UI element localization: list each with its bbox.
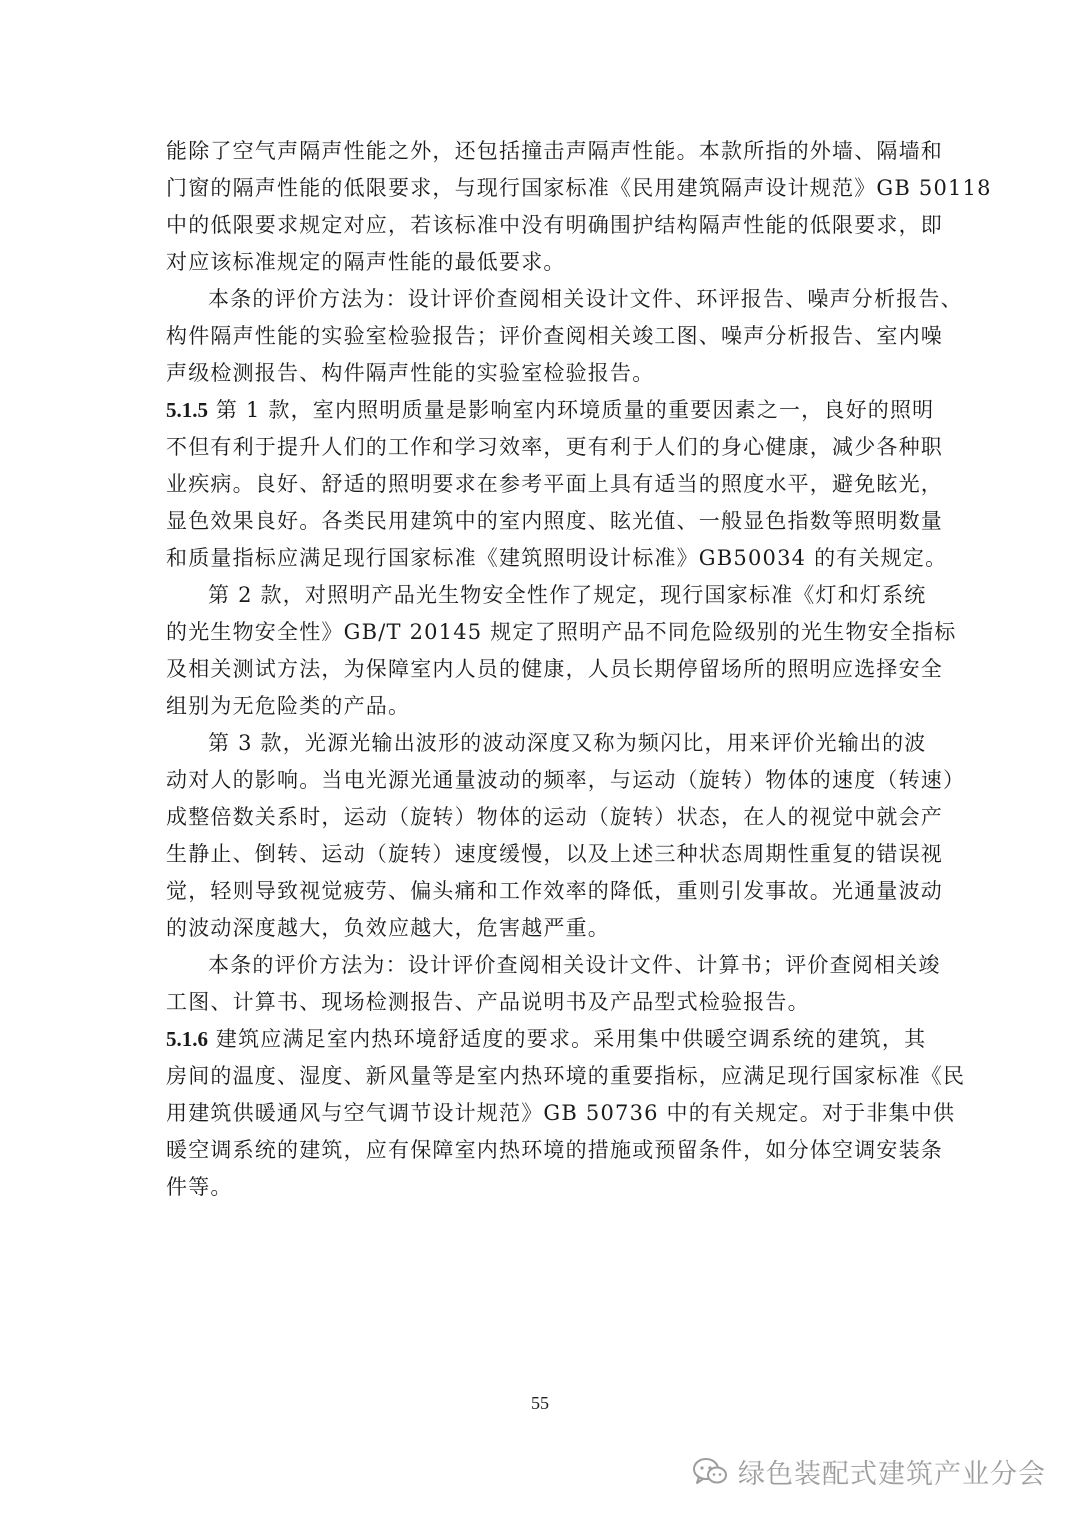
- text-line: 本条的评价方法为：设计评价查阅相关设计文件、环评报告、噪声分析报告、: [208, 287, 963, 311]
- text-line: 显色效果良好。各类民用建筑中的室内照度、眩光值、一般显色指数等照明数量: [166, 509, 943, 533]
- text-line: 房间的温度、湿度、新风量等是室内热环境的重要指标，应满足现行国家标准《民: [166, 1064, 966, 1088]
- text-line: 中的低限要求规定对应，若该标准中没有明确围护结构隔声性能的低限要求，即: [166, 213, 943, 237]
- text-line: 件等。: [166, 1175, 233, 1199]
- text-line: 第 3 款，光源光输出波形的波动深度又称为频闪比，用来评价光输出的波: [208, 731, 927, 755]
- text-line: 觉，轻则导致视觉疲劳、偏头痛和工作效率的降低，重则引发事故。光通量波动: [166, 879, 943, 903]
- text-line: 生静止、倒转、运动（旋转）速度缓慢，以及上述三种状态周期性重复的错误视: [166, 842, 943, 866]
- text-line: 本条的评价方法为：设计评价查阅相关设计文件、计算书；评价查阅相关竣: [208, 953, 941, 977]
- text-line: 组别为无危险类的产品。: [166, 694, 411, 718]
- body-text: [166, 133, 992, 1206]
- clause-line: [166, 392, 935, 429]
- text-line: 和质量指标应满足现行国家标准《建筑照明设计标准》GB50034 的有关规定。: [166, 546, 948, 570]
- text-line: 构件隔声性能的实验室检验报告；评价查阅相关竣工图、噪声分析报告、室内噪: [166, 324, 943, 348]
- text-line: 用建筑供暖通风与空气调节设计规范》GB 50736 中的有关规定。对于非集中供: [166, 1101, 956, 1125]
- clause-number: 5.1.6: [166, 1027, 208, 1051]
- text-line: 成整倍数关系时，运动（旋转）物体的运动（旋转）状态，在人的视觉中就会产: [166, 805, 943, 829]
- text-line: 门窗的隔声性能的低限要求，与现行国家标准《民用建筑隔声设计规范》GB 50118: [166, 176, 992, 200]
- watermark-text: 绿色装配式建筑产业分会: [738, 1459, 1046, 1490]
- watermark: [692, 1452, 1046, 1491]
- text-line: 及相关测试方法，为保障室内人员的健康，人员长期停留场所的照明应选择安全: [166, 657, 943, 681]
- text-line: 对应该标准规定的隔声性能的最低要求。: [166, 250, 566, 274]
- text-line: 不但有利于提升人们的工作和学习效率，更有利于人们的身心健康，减少各种职: [166, 435, 943, 459]
- clause-number: 5.1.5: [166, 398, 208, 422]
- text-line: 第 2 款，对照明产品光生物安全性作了规定，现行国家标准《灯和灯系统: [208, 583, 927, 607]
- wechat-icon: [692, 1456, 728, 1488]
- page-number: 55: [531, 1393, 549, 1413]
- clause-text: 建筑应满足室内热环境舒适度的要求。采用集中供暖空调系统的建筑，其: [208, 1027, 927, 1051]
- text-line: 动对人的影响。当电光源光通量波动的频率，与运动（旋转）物体的速度（转速）: [166, 768, 966, 792]
- text-line: 的光生物安全性》GB/T 20145 规定了照明产品不同危险级别的光生物安全指标: [166, 620, 957, 644]
- text-line: 业疾病。良好、舒适的照明要求在参考平面上具有适当的照度水平，避免眩光，: [166, 472, 943, 496]
- text-line: 暖空调系统的建筑，应有保障室内热环境的措施或预留条件，如分体空调安装条: [166, 1138, 943, 1162]
- text-line: 工图、计算书、现场检测报告、产品说明书及产品型式检验报告。: [166, 990, 810, 1014]
- clause-text: 第 1 款，室内照明质量是影响室内环境质量的重要因素之一，良好的照明: [208, 398, 935, 422]
- clause-line: [166, 1021, 927, 1058]
- text-line: 声级检测报告、构件隔声性能的实验室检验报告。: [166, 361, 655, 385]
- text-line: 能除了空气声隔声性能之外，还包括撞击声隔声性能。本款所指的外墙、隔墙和: [166, 139, 943, 163]
- text-line: 的波动深度越大，负效应越大，危害越严重。: [166, 916, 610, 940]
